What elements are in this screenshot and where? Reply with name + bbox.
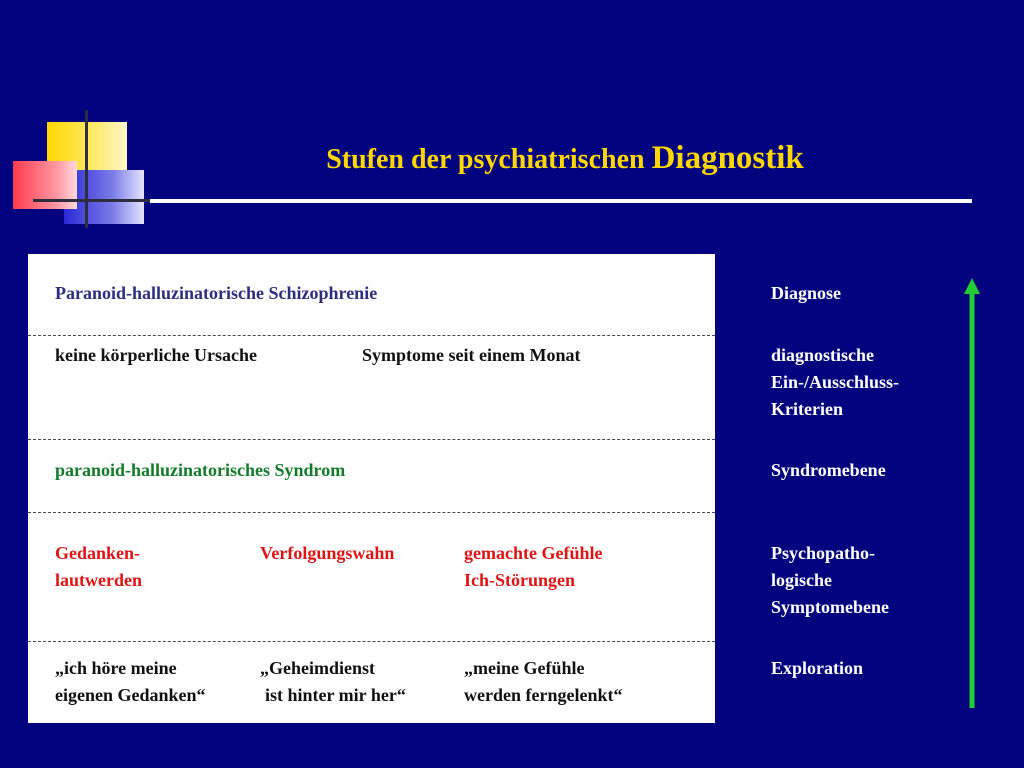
level-symptom (771, 540, 889, 621)
exploration-col-3-line-1: „meine Gefühle (464, 658, 585, 678)
level-criteria-line-3: Kriterien (771, 399, 843, 419)
symptom-col-3-line-2: Ich-Störungen (464, 570, 576, 590)
level-diagnose: Diagnose (771, 283, 842, 303)
row-separator (28, 439, 715, 440)
logo-horizontal-line (33, 199, 153, 202)
symptom-col-3 (464, 540, 602, 594)
diagnostic-panel (28, 254, 715, 723)
title-underline (150, 199, 972, 203)
exploration-col-3-line-2: werden ferngelenkt“ (464, 685, 623, 705)
exploration-col-2-line-2: ist hinter mir her“ (265, 685, 406, 705)
exploration-col-1-line-2: eigenen Gedanken“ (55, 685, 206, 705)
row-separator (28, 335, 715, 336)
level-exploration: Exploration (771, 658, 864, 678)
level-symptom-line-1: Psychopatho- (771, 543, 876, 563)
exploration-col-2 (260, 655, 406, 709)
syndrome-text: paranoid-halluzinatorisches Syndrom (55, 460, 346, 480)
title-part-1: Stufen der psychiatrischen (326, 144, 645, 175)
symptom-col-2: Verfolgungswahn (260, 543, 395, 563)
exploration-col-1-line-1: „ich höre meine (55, 658, 177, 678)
criteria-col-2: Symptome seit einem Monat (362, 345, 581, 365)
row-separator (28, 512, 715, 513)
exploration-col-2-line-1: „Geheimdienst (260, 658, 375, 678)
level-symptom-line-3: Symptomebene (771, 597, 889, 617)
level-criteria (771, 342, 899, 423)
title-part-2: Diagnostik (651, 140, 804, 176)
arrow-up-icon (962, 278, 982, 708)
row-separator (28, 641, 715, 642)
logo-vertical-line (85, 110, 88, 228)
symptom-col-3-line-1: gemachte Gefühle (464, 543, 603, 563)
level-symptom-line-2: logische (771, 570, 832, 590)
exploration-col-1 (55, 655, 206, 709)
symptom-col-1-line-2: lautwerden (55, 570, 142, 590)
decorative-logo (0, 0, 160, 240)
symptom-col-1 (55, 540, 142, 594)
level-criteria-line-2: Ein-/Ausschluss- (771, 372, 900, 392)
level-criteria-line-1: diagnostische (771, 345, 875, 365)
symptom-col-1-line-1: Gedanken- (55, 543, 141, 563)
criteria-col-1: keine körperliche Ursache (55, 345, 257, 365)
level-syndrome: Syndromebene (771, 460, 886, 480)
exploration-col-3 (464, 655, 622, 709)
diagnosis-text: Paranoid-halluzinatorische Schizophrenie (55, 283, 378, 303)
slide-title (200, 140, 930, 177)
